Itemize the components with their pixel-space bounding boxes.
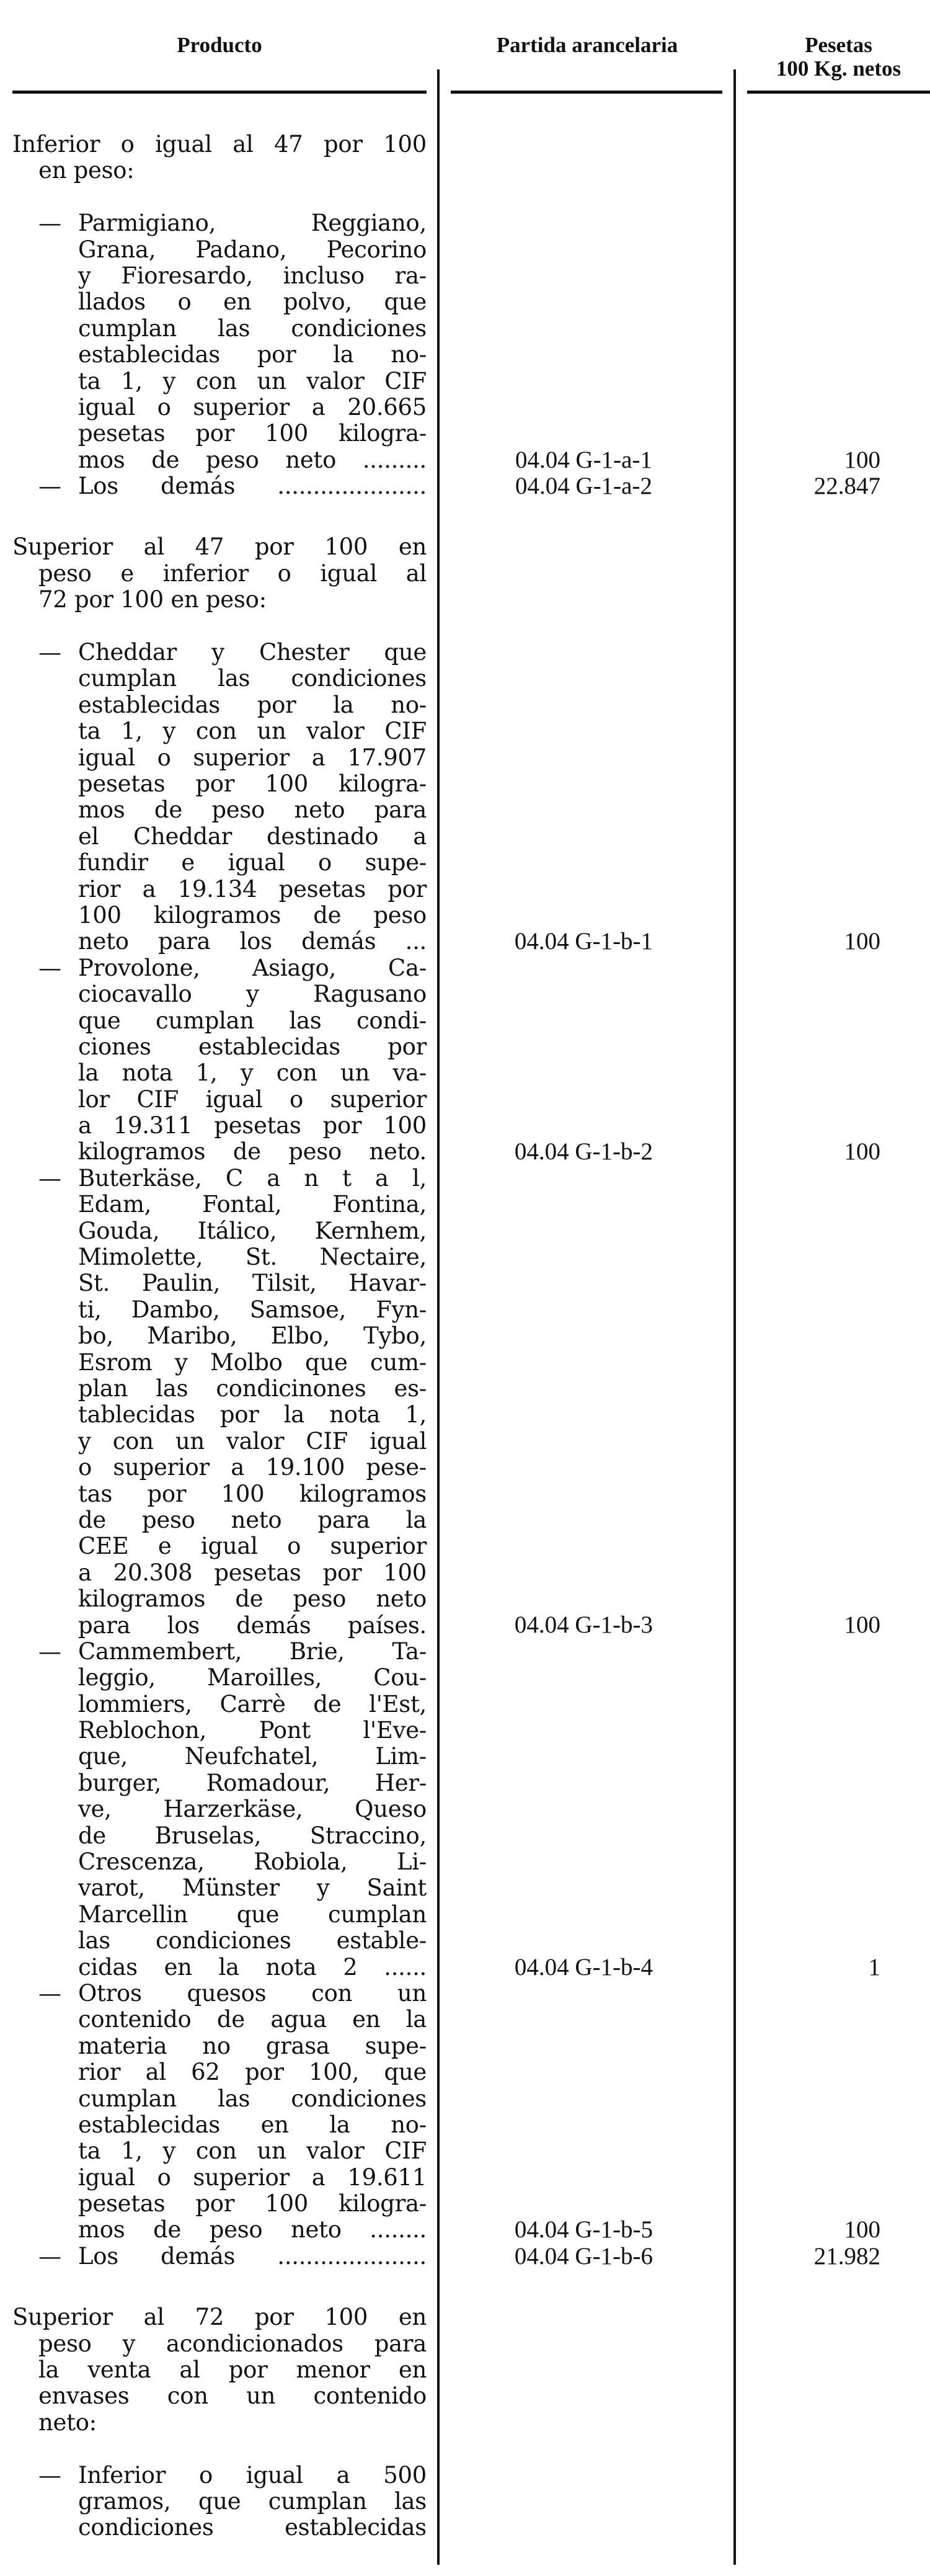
tariff-code: 04.04 G-1-b-2 xyxy=(514,1138,653,1165)
description-line: igual o superior a 20.665 xyxy=(78,393,427,421)
product-cell xyxy=(0,955,427,1165)
description-line: de peso neto para la xyxy=(78,1506,427,1533)
pesetas-value: 100 xyxy=(844,2216,880,2244)
table-row xyxy=(0,1165,930,1639)
tariff-table-body xyxy=(0,131,930,2576)
description-line: pesetas por 100 kilogra- xyxy=(78,2190,427,2217)
em-dash-bullet: — xyxy=(38,210,61,237)
description-line: el Cheddar destinado a xyxy=(78,822,427,850)
heading-line: neto: xyxy=(38,2409,97,2436)
product-group xyxy=(0,2304,930,2541)
description-line: Esrom y Molbo que cum- xyxy=(78,1348,427,1376)
product-description xyxy=(78,1165,427,1639)
table-row xyxy=(0,640,930,955)
tariff-code: 04.04 G-1-a-2 xyxy=(515,473,652,500)
item-list xyxy=(0,210,930,499)
header-producto: Producto xyxy=(177,33,262,57)
em-dash-bullet: — xyxy=(38,954,61,981)
heading-line: envases con un contenido xyxy=(38,2382,427,2410)
header-rule-2 xyxy=(451,91,722,94)
em-dash-bullet: — xyxy=(38,1638,61,1665)
product-cell xyxy=(0,1981,427,2244)
description-line: contenido de agua en la xyxy=(78,2006,427,2033)
description-line: 100 kilogramos de peso xyxy=(78,901,427,929)
description-line: CEE e igual o superior xyxy=(78,1533,427,1560)
product-description xyxy=(78,210,427,473)
item-list xyxy=(0,2462,930,2541)
description-line: cumplan las condiciones xyxy=(78,665,427,692)
heading-line: en peso: xyxy=(38,157,135,184)
heading-line: peso e inferior o igual al xyxy=(38,559,427,587)
description-line: mos de peso neto ........ xyxy=(78,2216,427,2244)
description-line: leggio, Maroilles, Cou- xyxy=(78,1664,427,1691)
description-line: Marcellin que cumplan xyxy=(78,1901,427,1928)
product-cell xyxy=(0,2462,427,2541)
description-line: Provolone, Asiago, Ca- xyxy=(78,954,427,981)
description-line: rior al 62 por 100, que xyxy=(78,2059,427,2086)
description-line: ciones establecidas por xyxy=(78,1033,427,1060)
product-description xyxy=(78,2462,427,2541)
description-line: rior a 19.134 pesetas por xyxy=(78,875,427,902)
description-line: para los demás países. xyxy=(78,1611,427,1639)
description-line: Inferior o igual a 500 xyxy=(78,2461,427,2489)
description-line: mos de peso neto ......... xyxy=(78,446,427,473)
description-line: ta 1, y con un valor CIF xyxy=(78,367,427,394)
description-line: materia no grasa supe- xyxy=(78,2032,427,2059)
header-pesetas-line2: 100 Kg. netos xyxy=(776,56,901,81)
description-line: mos de peso neto para xyxy=(78,796,427,824)
description-line: Edam, Fontal, Fontina, xyxy=(78,1191,427,1218)
pesetas-value: 100 xyxy=(844,928,880,955)
description-line: varot, Münster y Saint xyxy=(78,1874,427,1902)
heading-line: Superior al 47 por 100 en xyxy=(12,533,427,561)
header-partida-arancelaria: Partida arancelaria xyxy=(496,33,678,57)
description-line: la nota 1, y con un va- xyxy=(78,1059,427,1087)
description-line: y con un valor CIF igual xyxy=(78,1427,427,1455)
description-line: ti, Dambo, Samsoe, Fyn- xyxy=(78,1296,427,1323)
heading-line: peso y acondicionados para xyxy=(38,2330,427,2357)
tariff-code: 04.04 G-1-b-3 xyxy=(514,1611,653,1639)
product-description xyxy=(78,473,427,499)
description-line: las condiciones estable- xyxy=(78,1927,427,1954)
table-row xyxy=(0,1639,930,1981)
pesetas-value: 100 xyxy=(844,1138,880,1165)
tariff-code: 04.04 G-1-b-6 xyxy=(514,2242,653,2270)
description-line: cumplan las condiciones xyxy=(78,2085,427,2112)
product-description xyxy=(78,1639,427,1981)
description-line: Buterkäse, C a n t a l, xyxy=(78,1164,427,1192)
description-line: kilogramos de peso neto. xyxy=(78,1138,427,1165)
pesetas-value: 22.847 xyxy=(813,473,880,500)
header-rule-3 xyxy=(747,91,930,94)
description-line: lor CIF igual o superior xyxy=(78,1085,427,1113)
description-line: Mimolette, St. Nectaire, xyxy=(78,1244,427,1271)
description-line: a 19.311 pesetas por 100 xyxy=(78,1112,427,1139)
table-row xyxy=(0,2244,930,2270)
header-rule-1 xyxy=(12,91,427,94)
pesetas-value: 1 xyxy=(868,1953,880,1981)
header-pesetas-line1: Pesetas xyxy=(805,33,872,57)
description-line: y Fioresardo, incluso ra- xyxy=(78,262,427,289)
description-line: burger, Romadour, Her- xyxy=(78,1769,427,1796)
description-line: Gouda, Itálico, Kernhem, xyxy=(78,1217,427,1244)
em-dash-bullet: — xyxy=(38,1979,61,2007)
description-line: neto para los demás ... xyxy=(78,928,427,955)
product-cell xyxy=(0,1639,427,1981)
description-line: Parmigiano, Reggiano, xyxy=(78,210,427,237)
description-line: que cumplan las condi- xyxy=(78,1007,427,1034)
description-line: Otros quesos con un xyxy=(78,1979,427,2007)
description-line: Cheddar y Chester que xyxy=(78,639,427,666)
description-line: kilogramos de peso neto xyxy=(78,1585,427,1613)
tariff-code: 04.04 G-1-b-5 xyxy=(514,2216,653,2244)
tariff-code: 04.04 G-1-a-1 xyxy=(515,446,652,473)
description-line: Reblochon, Pont l'Eve- xyxy=(78,1717,427,1744)
product-cell xyxy=(0,2244,427,2270)
heading-line: 72 por 100 en peso: xyxy=(38,586,267,613)
description-line: igual o superior a 19.611 xyxy=(78,2164,427,2191)
product-group xyxy=(0,131,930,499)
description-line: ve, Harzerkäse, Queso xyxy=(78,1796,427,1823)
description-line: ciocavallo y Ragusano xyxy=(78,981,427,1008)
group-heading xyxy=(12,131,427,184)
description-line: a 20.308 pesetas por 100 xyxy=(78,1559,427,1586)
table-row xyxy=(0,473,930,499)
description-line: condiciones establecidas xyxy=(78,2514,427,2541)
description-line: establecidas por la no- xyxy=(78,691,427,718)
description-line: Los demás ..................... xyxy=(78,2242,427,2270)
heading-line: Inferior o igual al 47 por 100 xyxy=(12,131,427,158)
description-line: de Bruselas, Straccino, xyxy=(78,1822,427,1849)
group-heading xyxy=(12,534,427,613)
description-line: Crescenza, Robiola, Li- xyxy=(78,1848,427,1876)
table-row xyxy=(0,955,930,1165)
group-heading xyxy=(12,2304,427,2436)
product-cell xyxy=(0,640,427,955)
em-dash-bullet: — xyxy=(38,1164,61,1192)
product-description xyxy=(78,640,427,955)
description-line: establecidas por la no- xyxy=(78,341,427,368)
pesetas-value: 21.982 xyxy=(813,2242,880,2270)
product-description xyxy=(78,2244,427,2270)
table-row xyxy=(0,1981,930,2244)
description-line: igual o superior a 17.907 xyxy=(78,744,427,771)
description-line: St. Paulin, Tilsit, Havar- xyxy=(78,1270,427,1297)
pesetas-value: 100 xyxy=(844,1611,880,1639)
product-description xyxy=(78,1981,427,2244)
em-dash-bullet: — xyxy=(38,2242,61,2270)
description-line: tablecidas por la nota 1, xyxy=(78,1401,427,1428)
description-line: pesetas por 100 kilogra- xyxy=(78,770,427,797)
heading-line: Superior al 72 por 100 en xyxy=(12,2304,427,2331)
product-cell xyxy=(0,210,427,473)
em-dash-bullet: — xyxy=(38,473,61,500)
description-line: que, Neufchatel, Lim- xyxy=(78,1743,427,1770)
description-line: fundir e igual o supe- xyxy=(78,849,427,876)
description-line: llados o en polvo, que xyxy=(78,288,427,316)
description-line: ta 1, y con un valor CIF xyxy=(78,2137,427,2165)
description-line: tas por 100 kilogramos xyxy=(78,1480,427,1507)
description-line: Los demás ..................... xyxy=(78,473,427,500)
table-row xyxy=(0,210,930,473)
tariff-code: 04.04 G-1-b-4 xyxy=(514,1953,653,1981)
description-line: gramos, que cumplan las xyxy=(78,2488,427,2515)
description-line: Grana, Padano, Pecorino xyxy=(78,236,427,263)
description-line: establecidas en la no- xyxy=(78,2111,427,2138)
tariff-code: 04.04 G-1-b-1 xyxy=(514,928,653,955)
description-line: ta 1, y con un valor CIF xyxy=(78,718,427,745)
description-line: pesetas por 100 kilogra- xyxy=(78,420,427,447)
description-line: bo, Maribo, Elbo, Tybo, xyxy=(78,1322,427,1350)
product-group xyxy=(0,534,930,2270)
em-dash-bullet: — xyxy=(38,639,61,666)
product-cell xyxy=(0,473,427,499)
em-dash-bullet: — xyxy=(38,2461,61,2489)
table-row xyxy=(0,2462,930,2541)
heading-line: la venta al por menor en xyxy=(38,2356,427,2384)
item-list xyxy=(0,640,930,2270)
description-line: plan las condicinones es- xyxy=(78,1375,427,1402)
description-line: Cammembert, Brie, Ta- xyxy=(78,1638,427,1665)
description-line: o superior a 19.100 pese- xyxy=(78,1454,427,1481)
description-line: lommiers, Carrè de l'Est, xyxy=(78,1690,427,1718)
description-line: cumplan las condiciones xyxy=(78,314,427,342)
product-cell xyxy=(0,1165,427,1639)
header-pesetas xyxy=(747,33,930,81)
product-description xyxy=(78,955,427,1165)
description-line: cidas en la nota 2 ...... xyxy=(78,1953,427,1981)
pesetas-value: 100 xyxy=(844,446,880,473)
